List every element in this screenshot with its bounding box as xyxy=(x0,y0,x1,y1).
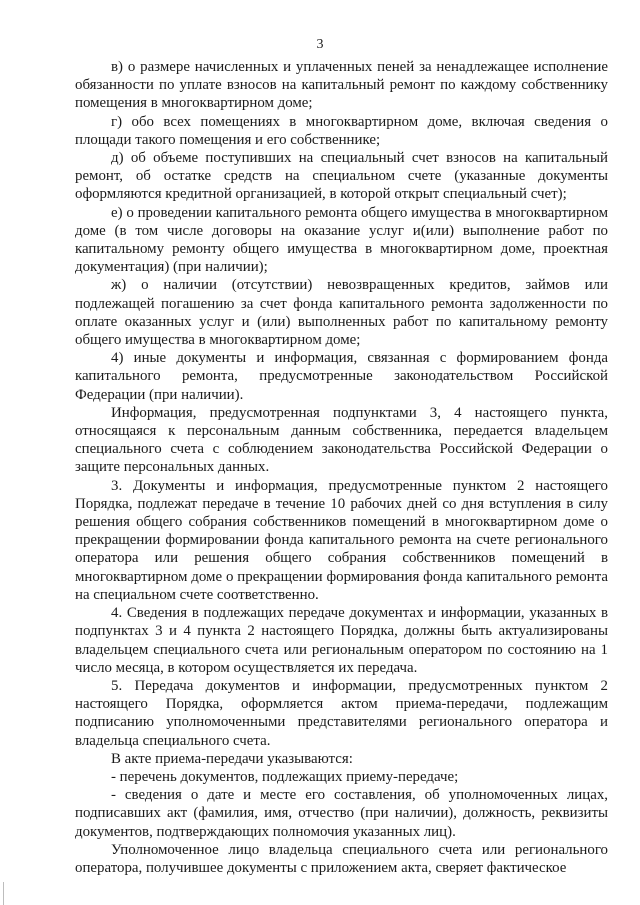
paragraph-point-4: 4. Сведения в подлежащих передаче документах и информации, указанных в подпунктах 3 и 4 пункта 2 настоящего Порядка, должны быть актуализированы владельцем специального счета или региональным оператором по состоянию на 1 число месяца, в котором осуществляется их передача. xyxy=(75,605,608,676)
paragraph-point-5: 5. Передача документов и информации, предусмотренных пунктом 2 настоящего Порядка, оформляется актом приема-передачи, подлежащим подписанию уполномоченными представителями регионального оператора и владельца специального счета. xyxy=(75,677,608,749)
paragraph-subitem-v: в) о размере начисленных и уплаченных пеней за ненадлежащее исполнение обязанности по уплате взносов на капитальный ремонт по каждому собственнику помещения в многоквартирном доме; xyxy=(75,59,608,112)
paragraph-point-3: 3. Документы и информация, предусмотренные пунктом 2 настоящего Порядка, подлежат передаче в течение 10 рабочих дней со дня вступления в силу решения общего собрания собственников помещений в многоквартирном доме о прекращении формировании фонда капитального ремонта на счете регионального оператора или решения общего собрания собственников помещений в многоквартирном доме о прекращении формирования фонда капитального ремонта на специальном счете соответственно. xyxy=(75,477,608,603)
paragraph-authorized-person: Уполномоченное лицо владельца специального счета или регионального оператора, получившее документы с приложением акта, сверяет фактическое xyxy=(75,841,608,876)
scan-edge-mark xyxy=(3,882,10,905)
document-body xyxy=(75,58,608,877)
paragraph-act-list-item-2: - сведения о дате и месте его составления, об уполномоченных лицах, подписавших акт (фамилия, имя, отчество (при наличии), должность, реквизиты документов, подтверждающих полномочия указанных лиц). xyxy=(75,787,608,840)
paragraph-personal-data: Информация, предусмотренная подпунктами 3, 4 настоящего пункта, относящаяся к персональным данным собственника, передается владельцем специального счета с соблюдением законодательства Российской Федерации о защите персональных данных. xyxy=(75,404,608,476)
paragraph-act-intro: В акте приема-передачи указываются: xyxy=(111,750,353,767)
paragraph-subitem-d: д) об объеме поступивших на специальный счет взносов на капитальный ремонт, об остатке средств на специальном счете (указанные документы оформляются кредитной организацией, в которой открыт специальный счет); xyxy=(75,150,608,203)
paragraph-subitem-g: г) обо всех помещениях в многоквартирном доме, включая сведения о площади такого помещения и его собственнике; xyxy=(75,113,608,148)
paragraph-subitem-zh: ж) о наличии (отсутствии) невозвращенных кредитов, займов или подлежащей погашению за счет фонда капитального ремонта задолженности по оплате оказанных услуг и (или) выполненных работ по капитальному ремонту общего имущества в многоквартирном доме; xyxy=(75,277,608,349)
paragraph-subitem-4: 4) иные документы и информация, связанная с формированием фонда капитального ремонта, предусмотренные законодательством Российской Федерации (при наличии). xyxy=(75,350,608,403)
paragraph-subitem-e: е) о проведении капитального ремонта общего имущества в многоквартирном доме (в том числе договоры на оказание услуг и(или) выполнение работ по капитальному ремонту общего имущества в многоквартирном доме, проектная документация) (при наличии); xyxy=(75,204,608,276)
page-number: 3 xyxy=(316,37,324,52)
paragraph-act-list-item-1: - перечень документов, подлежащих приему-передаче; xyxy=(111,768,459,785)
